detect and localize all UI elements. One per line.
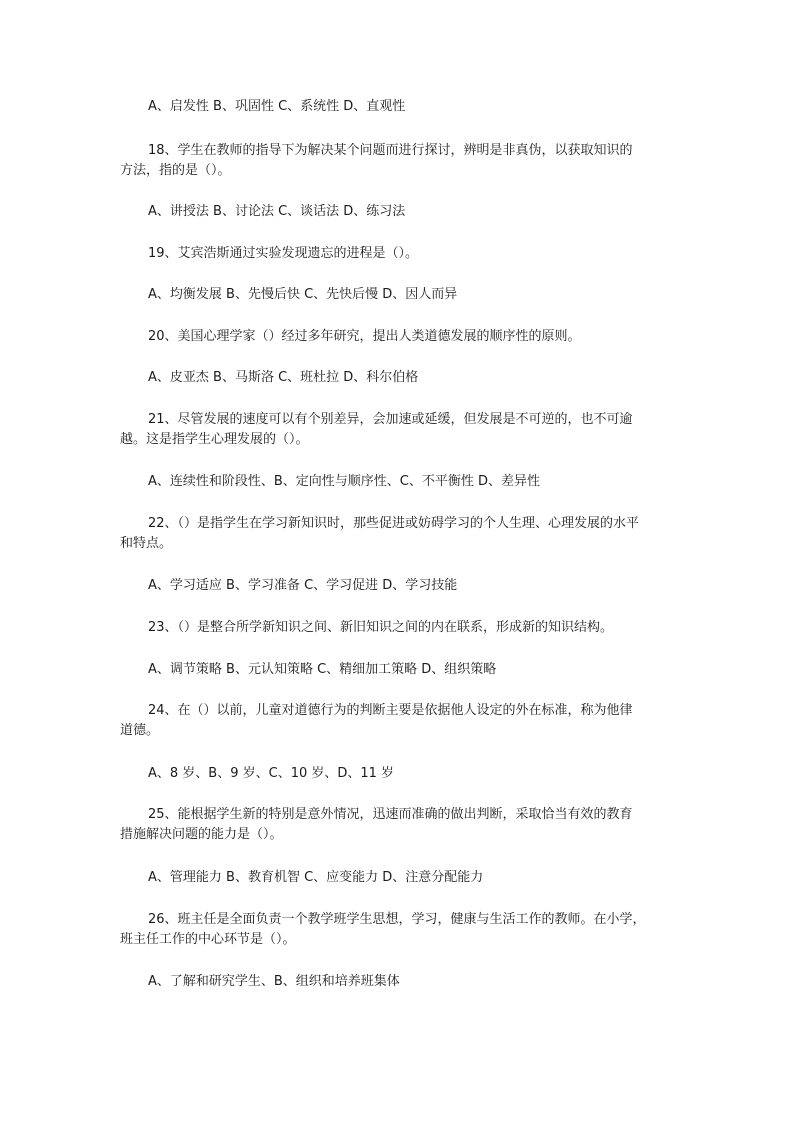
options-line: A、了解和研究学生、B、组织和培养班集体: [148, 974, 400, 989]
options-line: A、皮亚杰 B、马斯洛 C、班杜拉 D、科尔伯格: [148, 370, 419, 385]
question-25-line-2: 措施解决问题的能力是（）。: [120, 827, 283, 842]
question-19-line-1: 19、艾宾浩斯通过实验发现遗忘的进程是（）。: [148, 246, 419, 261]
question-21-line-1: 21、尽管发展的速度可以有个别差异，会加速或延缓，但发展是不可逆的，也不可逾: [148, 412, 633, 427]
options-line: A、讲授法 B、讨论法 C、谈话法 D、练习法: [148, 204, 406, 219]
question-23-line-1: 23、（）是整合所学新知识之间、新旧知识之间的内在联系，形成新的知识结构。: [148, 620, 614, 635]
question-20-line-1: 20、美国心理学家（）经过多年研究，提出人类道德发展的顺序性的原则。: [148, 329, 581, 344]
question-26-line-2: 班主任工作的中心环节是（）。: [120, 932, 296, 947]
question-21-line-2: 越。这是指学生心理发展的（）。: [120, 432, 309, 447]
question-24-line-1: 24、在（）以前，儿童对道德行为的判断主要是依据他人设定的外在标准，称为他律: [148, 703, 633, 718]
options-line: A、8 岁、B、9 岁、C、10 岁、D、11 岁: [148, 766, 395, 781]
options-line: A、学习适应 B、学习准备 C、学习促进 D、学习技能: [148, 578, 458, 593]
question-18-line-2: 方法，指的是（）。: [120, 163, 231, 178]
options-line: A、均衡发展 B、先慢后快 C、先快后慢 D、因人而异: [148, 287, 458, 302]
options-line: A、连续性和阶段性、B、定向性与顺序性、C、不平衡性 D、差异性: [148, 474, 541, 489]
question-26-line-1: 26、班主任是全面负责一个教学班学生思想，学习，健康与生活工作的教师。在小学，: [148, 912, 646, 927]
question-22-line-2: 和特点。: [120, 536, 173, 551]
question-18-line-1: 18、学生在教师的指导下为解决某个问题而进行探讨，辨明是非真伪，以获取知识的: [148, 143, 633, 158]
question-22-line-1: 22、（）是指学生在学习新知识时，那些促进或妨碍学习的个人生理、心理发展的水平: [148, 516, 640, 531]
options-line: A、调节策略 B、元认知策略 C、精细加工策略 D、组织策略: [148, 662, 497, 677]
options-line: A、启发性 B、巩固性 C、系统性 D、直观性: [148, 99, 406, 114]
question-25-line-1: 25、能根据学生新的特别是意外情况，迅速而准确的做出判断，采取恰当有效的教育: [148, 807, 633, 822]
options-line: A、管理能力 B、教育机智 C、应变能力 D、注意分配能力: [148, 870, 484, 885]
question-24-line-2: 道德。: [120, 723, 160, 738]
